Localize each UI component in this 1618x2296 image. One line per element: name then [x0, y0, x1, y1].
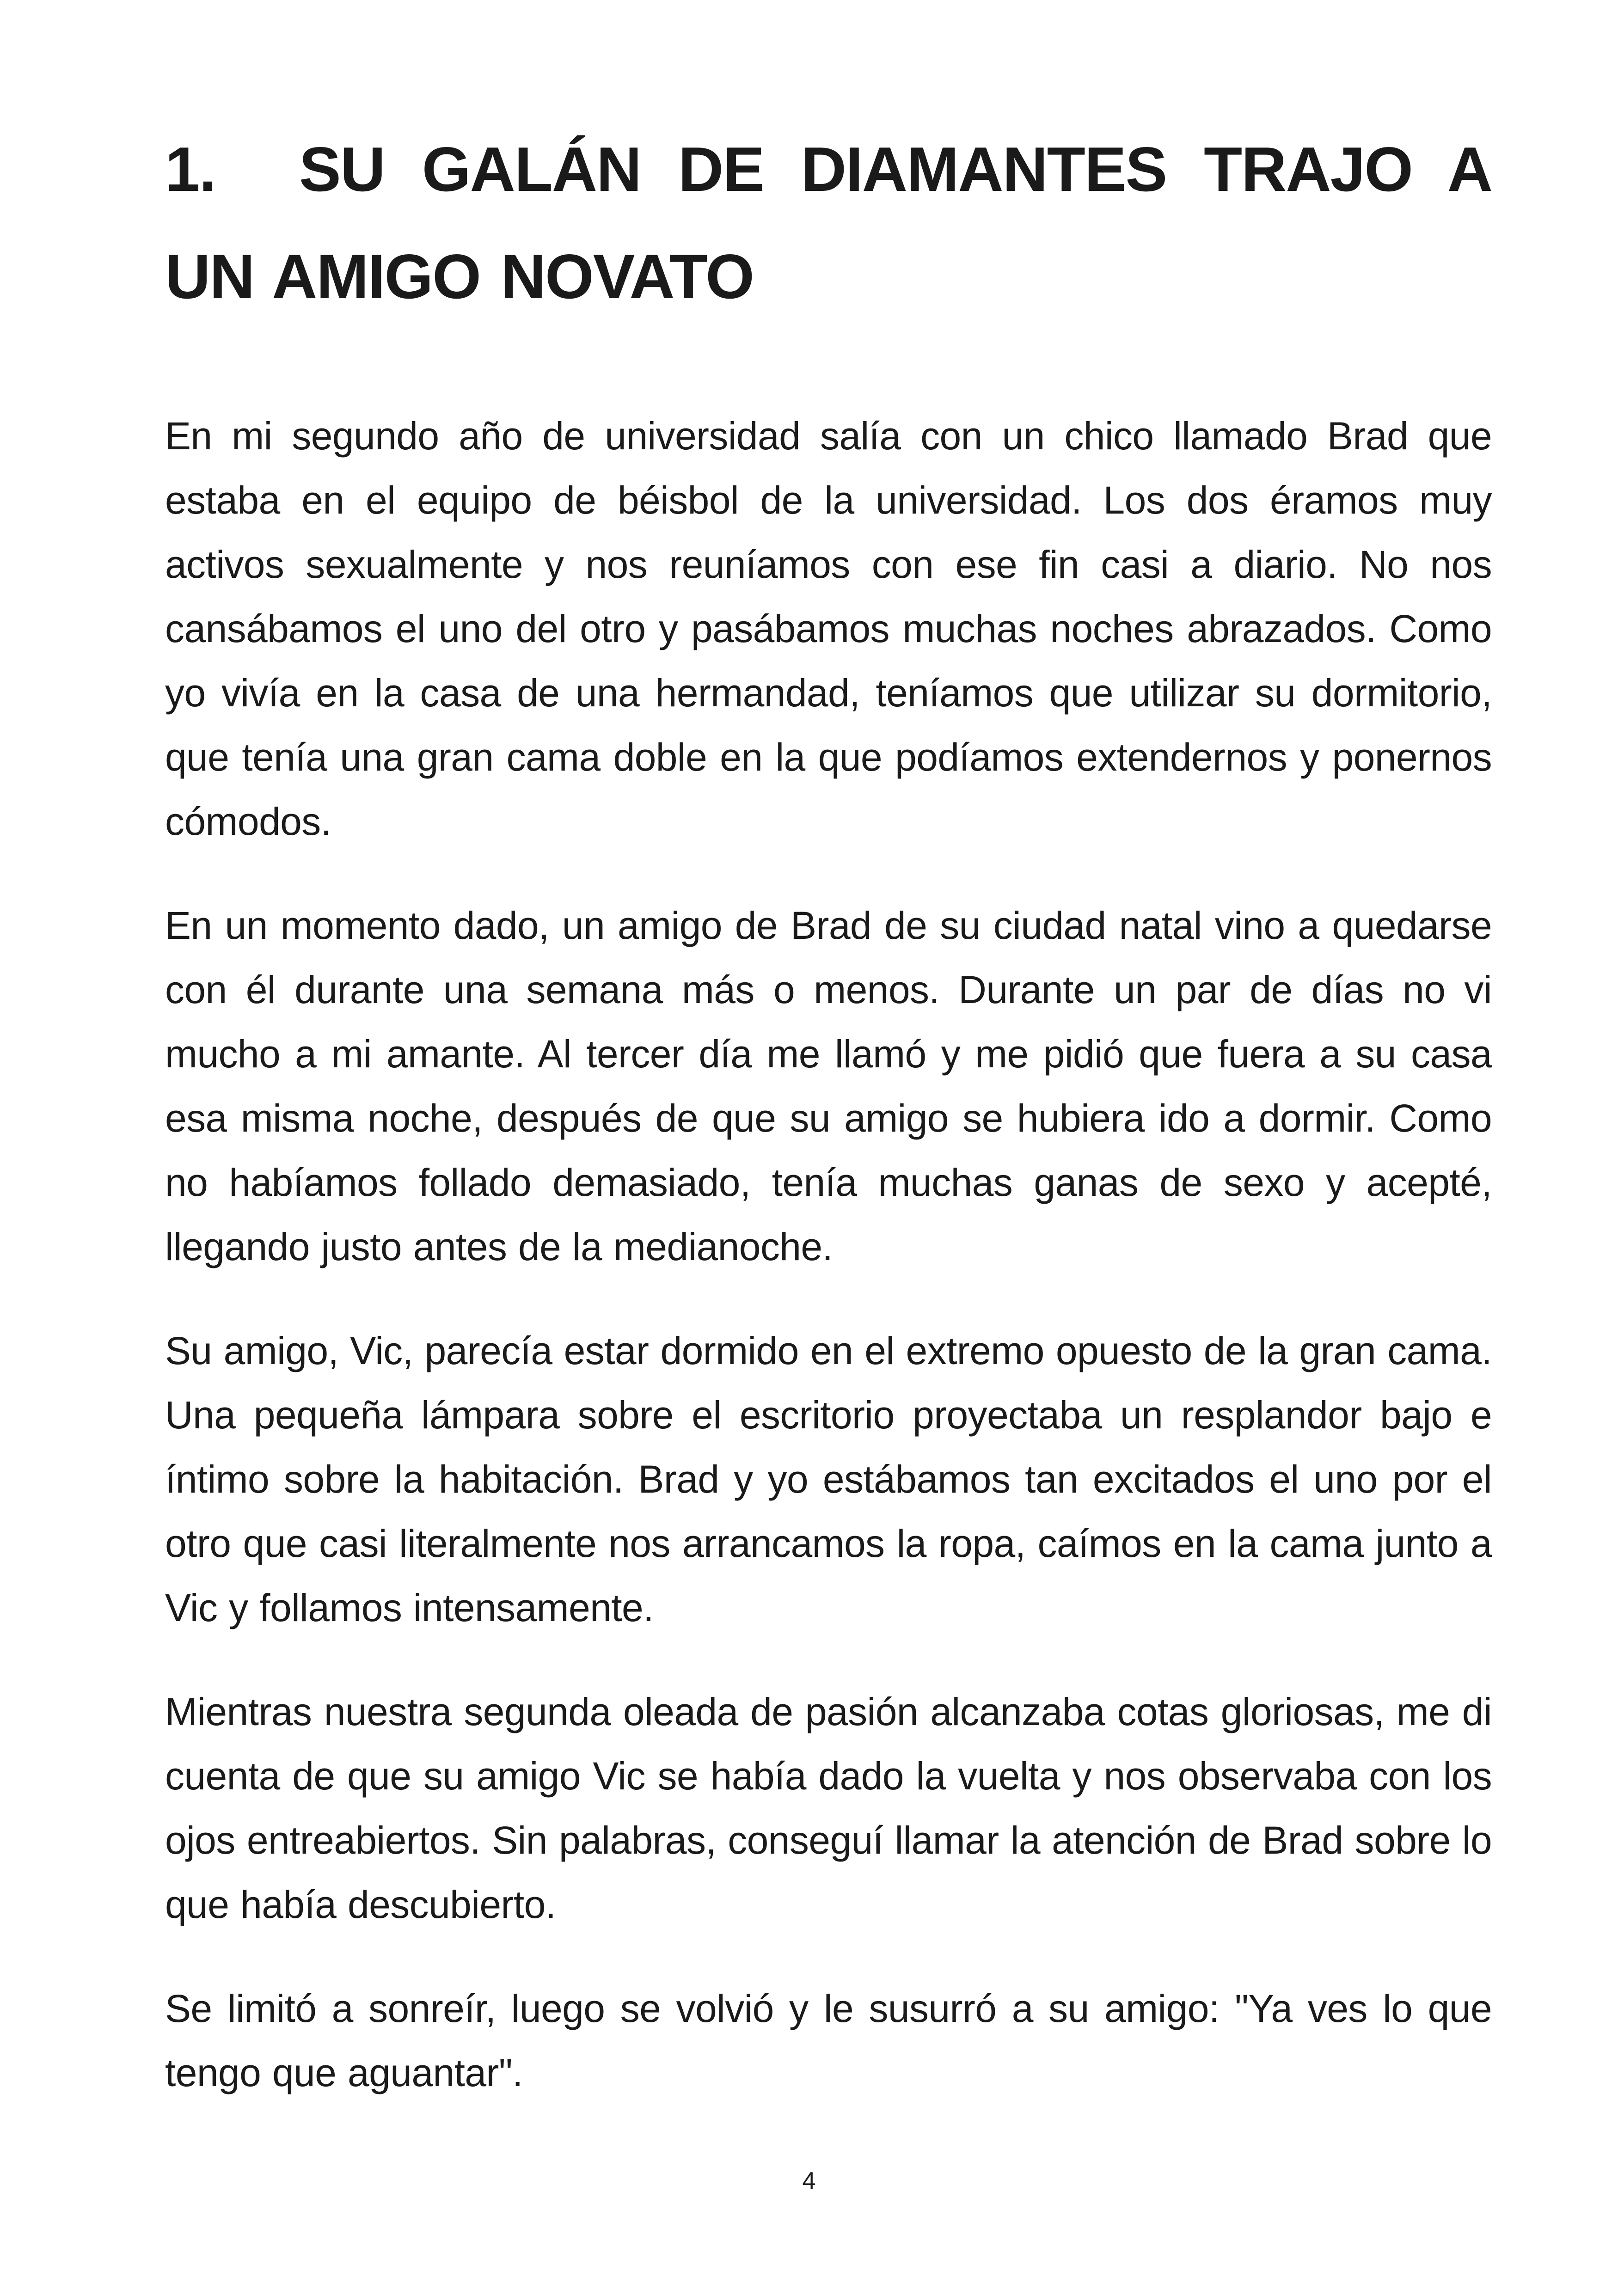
chapter-heading: [165, 116, 1492, 330]
paragraph-4: Mientras nuestra segunda oleada de pasión alcanzaba cotas gloriosas, me di cuenta de que su amigo Vic se había dado la vuelta y nos observaba con los ojos entreabiertos. Sin palabras, conseguí llamar la atención de Brad sobre lo que había descubierto.: [165, 1690, 1492, 1926]
paragraph-2: En un momento dado, un amigo de Brad de su ciudad natal vino a quedarse con él durante una semana más o menos. Durante un par de días no vi mucho a mi amante. Al tercer día me llamó y me pidió que fuera a su casa esa misma noche, después de que su amigo se hubiera ido a dormir. Como no habíamos follado demasiado, tenía muchas ganas de sexo y acepté, llegando justo antes de la medianoche.: [165, 904, 1492, 1268]
chapter-number: 1.: [165, 134, 216, 204]
paragraph-5: Se limitó a sonreír, luego se volvió y le susurró a su amigo: "Ya ves lo que tengo que aguantar".: [165, 1987, 1492, 2094]
page-body: [165, 116, 1492, 2145]
chapter-title: SU GALÁN DE DIAMANTES TRAJO A UN AMIGO NOVATO: [165, 134, 1492, 312]
page-number: 4: [802, 2167, 816, 2194]
paragraph-1: En mi segundo año de universidad salía con un chico llamado Brad que estaba en el equipo de béisbol de la universidad. Los dos éramos muy activos sexualmente y nos reuníamos con ese fin casi a diario. No nos cansábamos el uno del otro y pasábamos muchas noches abrazados. Como yo vivía en la casa de una hermandad, teníamos que utilizar su dormitorio, que tenía una gran cama doble en la que podíamos extendernos y ponernos cómodos.: [165, 414, 1492, 843]
paragraph-3: Su amigo, Vic, parecía estar dormido en el extremo opuesto de la gran cama. Una pequeña lámpara sobre el escritorio proyectaba un resplandor bajo e íntimo sobre la habitación. Brad y yo estábamos tan excitados el uno por el otro que casi literalmente nos arrancamos la ropa, caímos en la cama junto a Vic y follamos intensamente.: [165, 1329, 1492, 1629]
